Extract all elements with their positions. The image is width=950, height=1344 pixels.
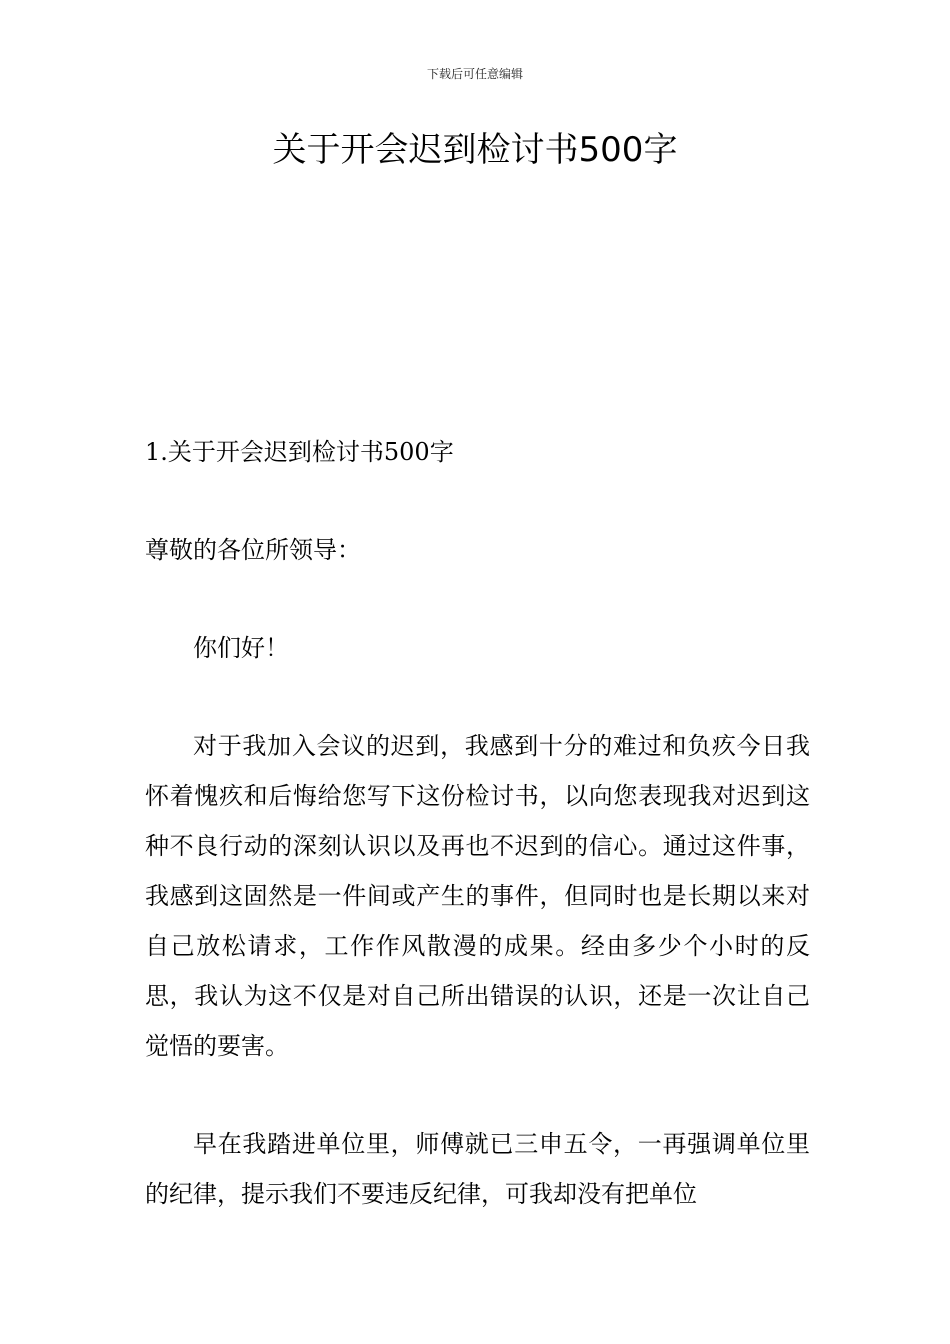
document-title: 关于开会迟到检讨书500字 xyxy=(272,130,678,170)
body-paragraph: 对于我加入会议的迟到，我感到十分的难过和负疚今日我怀着愧疚和后悔给您写下这份检讨书，以向您表现我对迟到这种不良行动的深刻认识以及再也不迟到的信心。通过这件事，我感到这固然是一件间或产生的事件，但同时也是长期以来对自己放松请求，工作作风散漫的成果。经由多少个小时的反思，我认为这不仅是对自己所出错误的认识，还是一次让自己觉悟的要害。 xyxy=(145,732,810,1060)
document-body xyxy=(145,427,810,1267)
greeting: 你们好！ xyxy=(193,634,289,662)
salutation: 尊敬的各位所领导： xyxy=(145,536,361,564)
header-note: 下载后可任意编辑 xyxy=(426,67,523,81)
body-paragraph: 早在我踏进单位里，师傅就已三申五令，一再强调单位里的纪律，提示我们不要违反纪律，可我却没有把单位 xyxy=(145,1130,810,1208)
section-heading: 1.关于开会迟到检讨书500字 xyxy=(145,438,454,466)
